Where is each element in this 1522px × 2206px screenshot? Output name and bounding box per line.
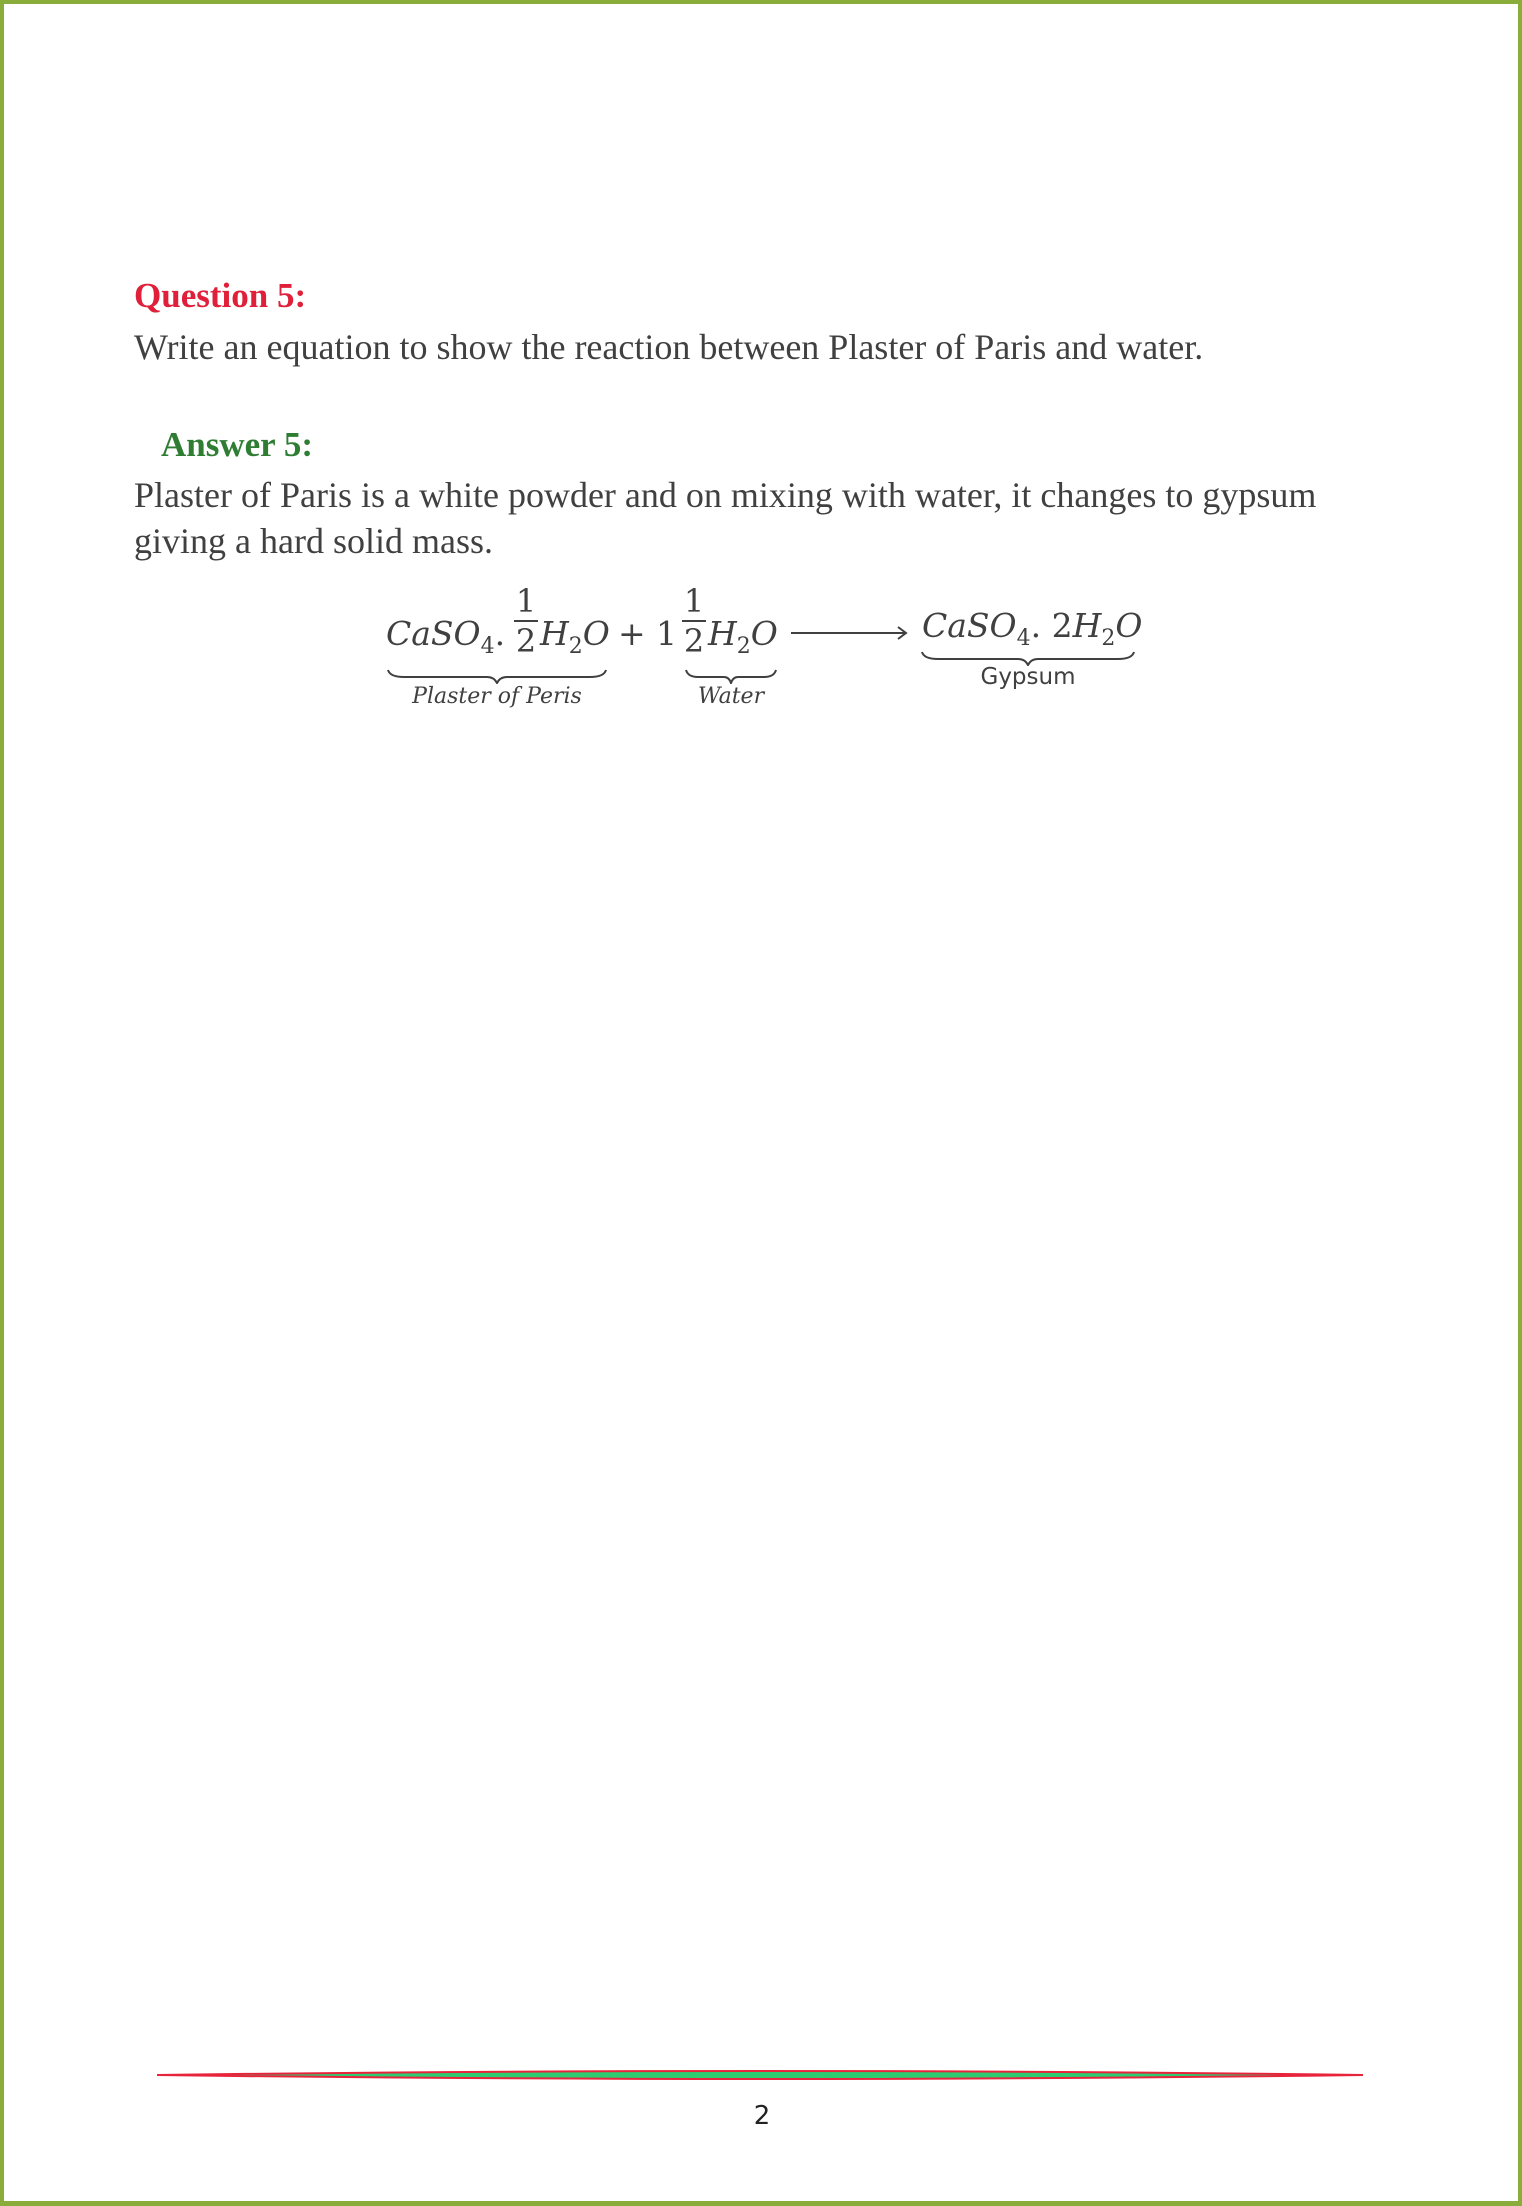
reactant2-label: Water [697, 684, 765, 709]
product-label: Gypsum [980, 664, 1076, 690]
question-title: Question 5: [134, 276, 307, 315]
answer-title: Answer 5: [161, 425, 313, 464]
reactant2-fraction: 1 2 [683, 582, 705, 660]
underbrace-icon [684, 668, 778, 684]
reactant1-label: Plaster of Peris [412, 684, 582, 709]
product-formula: CaSO$_4$. $2H_2O$ [922, 606, 1143, 651]
answer-text [134, 472, 1434, 564]
reactant1-fraction: 1 2 [515, 582, 537, 660]
reactant1-formula: CaSO$_4$. [386, 614, 506, 659]
reactant2-whole: 1 [656, 614, 677, 653]
page-number: 2 [753, 2101, 771, 2131]
reaction-arrow-icon [790, 624, 910, 642]
reactant1-water: $H_2O$ [540, 614, 610, 659]
reactant2-water: $H_2O$ [708, 614, 778, 659]
underbrace-icon [386, 668, 608, 684]
answer-line: Plaster of Paris is a white powder and on mixing with water, it changes to gypsum [134, 475, 1317, 515]
footer-divider [157, 2066, 1365, 2084]
question-text: Write an equation to show the reaction between Plaster of Paris and water. [134, 327, 1204, 367]
plus-sign: + [618, 614, 646, 653]
answer-line: giving a hard solid mass. [134, 521, 493, 561]
